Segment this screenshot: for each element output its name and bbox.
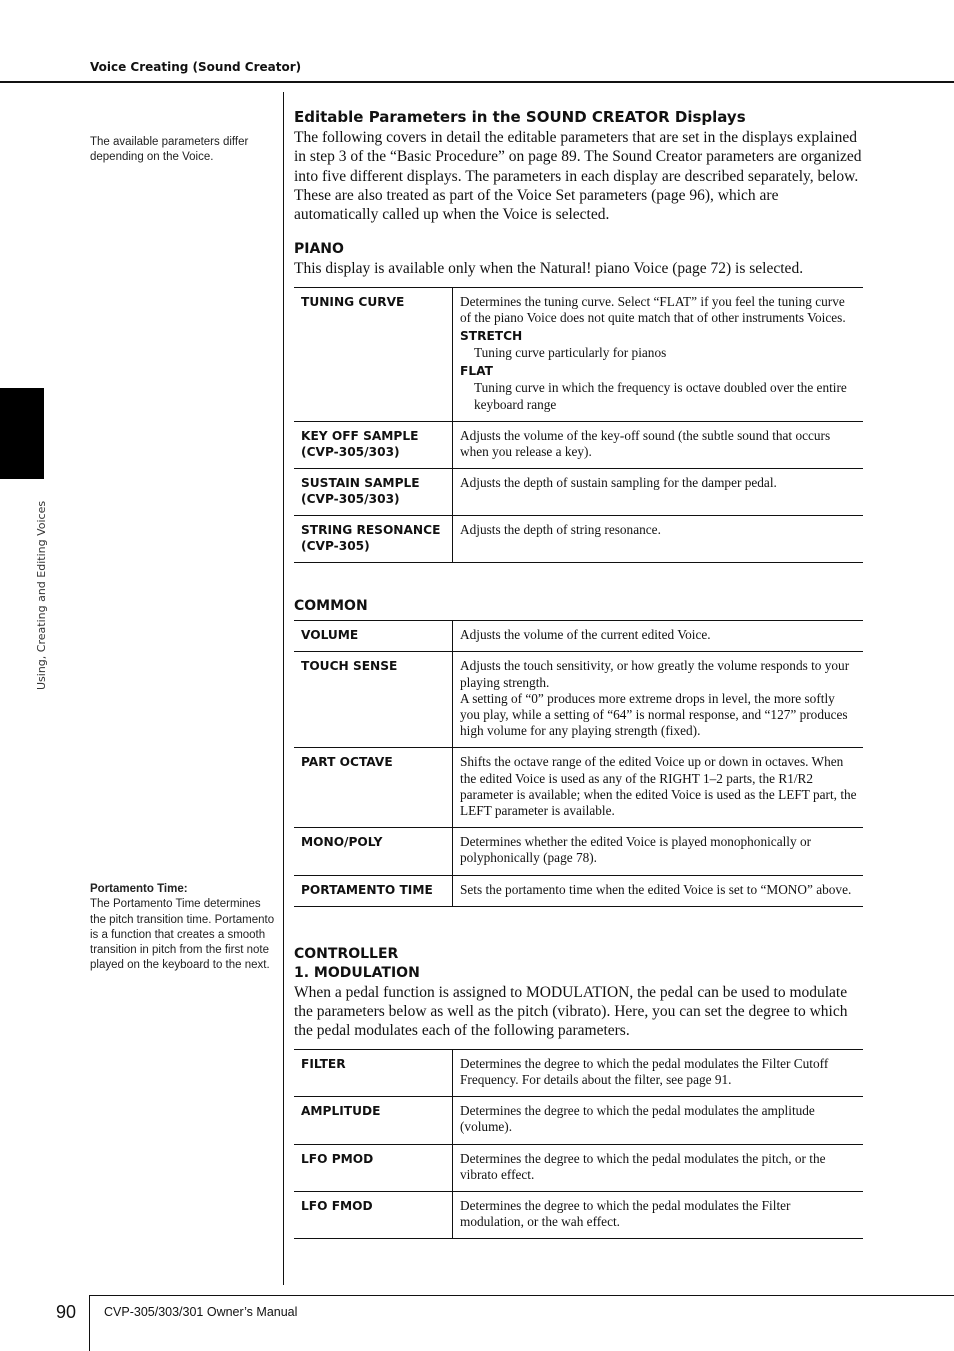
param-name: AMPLITUDE <box>294 1097 453 1144</box>
table-row <box>294 652 863 748</box>
table-row <box>294 1097 863 1144</box>
param-name <box>294 421 453 468</box>
param-description: Sets the portamento time when the edited Voice is set to “MONO” above. <box>453 875 864 906</box>
param-description: Adjusts the depth of sustain sampling for the damper pedal. <box>453 469 864 516</box>
touch-sense-desc-2: A setting of “0” produces more extreme drops in level, the more softly you play, while a setting of “64” is normal response, and “127” produces high volume for any playing strength (fixed). <box>460 690 848 739</box>
table-row <box>294 1191 863 1238</box>
running-header: Voice Creating (Sound Creator) <box>90 60 302 74</box>
param-name: FILTER <box>294 1049 453 1096</box>
param-description: Determines the degree to which the pedal modulates the amplitude (volume). <box>453 1097 864 1144</box>
option-stretch-desc: Tuning curve particularly for pianos <box>474 345 667 361</box>
param-description: Determines the degree to which the pedal modulates the pitch, or the vibrato effect. <box>453 1144 864 1191</box>
table-row <box>294 828 863 875</box>
common-heading: COMMON <box>294 598 368 615</box>
tuning-curve-desc: Determines the tuning curve. Select “FLAT” if you feel the tuning curve of the piano Voice does not quite match that of other instruments Voices. <box>460 293 846 325</box>
param-name-model: (CVP-305/303) <box>301 492 400 507</box>
table-row <box>294 1049 863 1096</box>
param-description: Determines the degree to which the pedal modulates the Filter Cutoff Frequency. For details about the filter, see page 91. <box>453 1049 864 1096</box>
margin-note-portamento-text: The Portamento Time determines the pitch transition time. Portamento is a function that creates a smooth transition in pitch from the first note played on the keyboard to the next. <box>90 898 275 972</box>
table-row <box>294 1144 863 1191</box>
piano-parameter-table <box>294 287 863 563</box>
param-name: LFO PMOD <box>294 1144 453 1191</box>
modulation-subheading: 1. MODULATION <box>294 964 420 981</box>
param-name-line: STRING RESONANCE <box>301 523 441 538</box>
piano-heading: PIANO <box>294 241 344 258</box>
table-row <box>294 621 863 652</box>
param-name-model: (CVP-305) <box>301 539 370 554</box>
page-number: 90 <box>56 1302 77 1322</box>
param-name <box>294 516 453 563</box>
table-row <box>294 875 863 906</box>
table-row <box>294 469 863 516</box>
header-rule <box>0 81 954 83</box>
chapter-side-label: Using, Creating and Editing Voices <box>35 500 48 690</box>
param-description: Determines the degree to which the pedal modulates the Filter modulation, or the wah effect. <box>453 1191 864 1238</box>
controller-heading: CONTROLLER <box>294 945 399 962</box>
param-description <box>453 652 864 748</box>
param-name-line: KEY OFF SAMPLE <box>301 428 419 443</box>
manual-title: CVP-305/303/301 Owner’s Manual <box>104 1305 298 1319</box>
table-row <box>294 516 863 563</box>
table-row <box>294 421 863 468</box>
param-description: Adjusts the volume of the current edited Voice. <box>453 621 864 652</box>
param-name: MONO/POLY <box>294 828 453 875</box>
param-name: VOLUME <box>294 621 453 652</box>
margin-note-parameters: The available parameters differ depending on the Voice. <box>90 136 249 164</box>
param-description: Adjusts the volume of the key-off sound (the subtle sound that occurs when you release a key). <box>453 421 864 468</box>
param-name-model: (CVP-305/303) <box>301 444 400 459</box>
section-intro: The following covers in detail the editable parameters that are set in the displays explained in step 3 of the “Basic Procedure” on page 89. The Sound Creator parameters are organized into five different displays. The parameters in each display are described separately, below. These are also treated as part of the Voice Set parameters (page 96), which are automatically called up when the Voice is selected. <box>294 129 862 224</box>
section-title: Editable Parameters in the SOUND CREATOR Displays <box>294 108 746 126</box>
param-name: PORTAMENTO TIME <box>294 875 453 906</box>
modulation-intro: When a pedal function is assigned to MODULATION, the pedal can be used to modulate the parameters below as well as the pitch (vibrato). Here, you can set the degree to which the pedal modulates each of the following parameters. <box>294 983 848 1040</box>
param-description <box>453 287 864 421</box>
param-description: Determines whether the edited Voice is played monophonically or polyphonically (page 78). <box>453 828 864 875</box>
table-row <box>294 287 863 421</box>
option-stretch-name: STRETCH <box>460 329 523 344</box>
footer-divider <box>89 1295 90 1351</box>
chapter-tab <box>0 388 44 479</box>
piano-intro: This display is available only when the Natural! piano Voice (page 72) is selected. <box>294 260 804 278</box>
param-name: TUNING CURVE <box>294 287 453 421</box>
table-row <box>294 748 863 828</box>
option-flat-name: FLAT <box>460 364 493 379</box>
footer-rule <box>89 1295 954 1296</box>
param-name: PART OCTAVE <box>294 748 453 828</box>
modulation-parameter-table <box>294 1049 863 1240</box>
param-name: TOUCH SENSE <box>294 652 453 748</box>
margin-note-portamento-title: Portamento Time: <box>90 883 188 895</box>
main-content <box>294 106 863 1239</box>
common-parameter-table <box>294 620 863 907</box>
param-description: Shifts the octave range of the edited Voice up or down in octaves. When the edited Voice is used as any of the RIGHT 1–2 parts, the R1/R2 parameter is available; when the edited Voice is used as the LEFT part, the LEFT parameter is available. <box>453 748 864 828</box>
margin-note-portamento <box>90 882 275 974</box>
param-name <box>294 469 453 516</box>
param-name-line: SUSTAIN SAMPLE <box>301 476 420 491</box>
param-description: Adjusts the depth of string resonance. <box>453 516 864 563</box>
param-name: LFO FMOD <box>294 1191 453 1238</box>
option-flat-desc: Tuning curve in which the frequency is octave doubled over the entire keyboard range <box>474 380 847 412</box>
touch-sense-desc: Adjusts the touch sensitivity, or how greatly the volume responds to your playing strength. <box>460 658 850 690</box>
column-divider <box>283 92 284 1285</box>
